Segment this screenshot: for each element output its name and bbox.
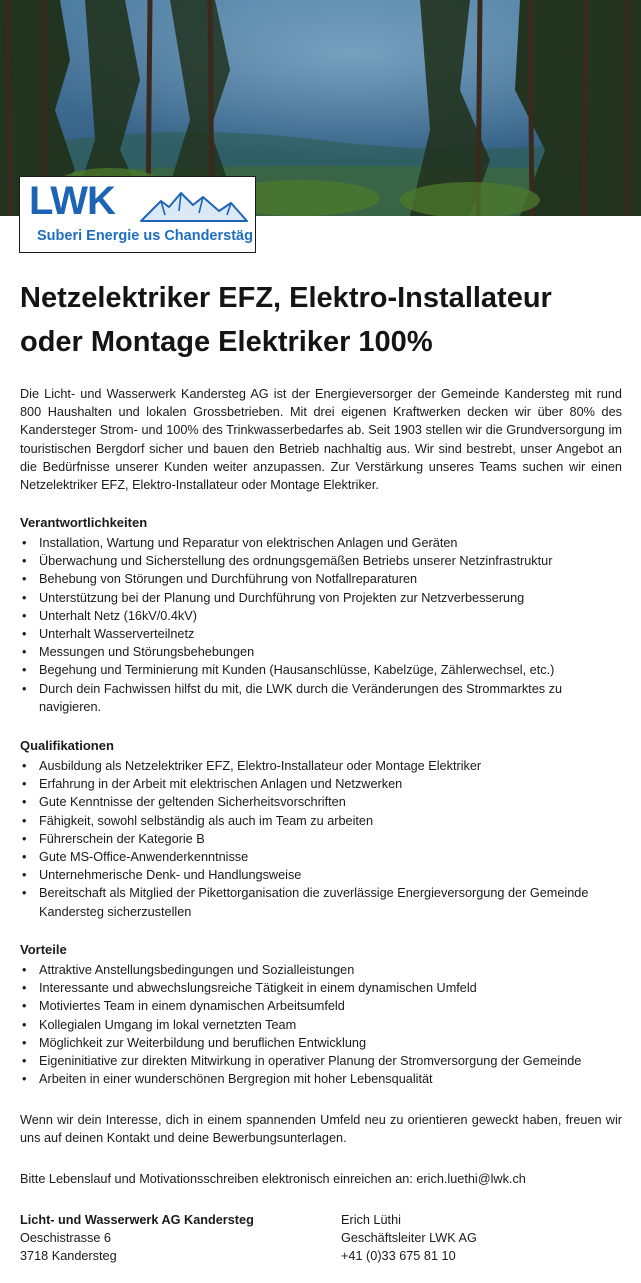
intro-paragraph: Die Licht- und Wasserwerk Kandersteg AG ist der Energieversorger der Gemeinde Kandersteg mit rund 800 Haushalten und lokalen Grossbetrieben. Mit drei eigenen Kraftwerken decken wir über 80% des Kandersteger Strom- und 100% des Trinkwasserbedarfes ab. Seit 1903 stellen wir die Grundversorgung im touristischen Bergdorf sicher und bauen den Betrieb nachhaltig aus. Wir sind bestrebt, unser Angebot an die Bedürfnisse unserer Kunden weiter anzupassen. Zur Verstärkung unseres Teams suchen wir einen Netzelektriker EFZ, Elektro-Installateur oder Montage Elektriker.	[20, 387, 622, 493]
list-item: • Attraktive Anstellungsbedingungen und Sozialleistungen	[20, 961, 620, 979]
list-item: • Messungen und Störungsbehebungen	[20, 643, 620, 661]
apply-text: Bitte Lebenslauf und Motivationsschreiben elektronisch einreichen an:	[20, 1172, 417, 1186]
lwk-logo	[19, 176, 256, 253]
list-item: • Unternehmerische Denk- und Handlungsweise	[20, 866, 620, 884]
list-item: • Installation, Wartung und Reparatur von elektrischen Anlagen und Geräten	[20, 534, 620, 552]
list-item: • Bereitschaft als Mitglied der Pikettorganisation die zuverlässige Energieversorgung der Gemeinde Kandersteg sicherzustellen	[20, 884, 620, 920]
apply-line	[20, 1170, 622, 1188]
list-item: • Kollegialen Umgang im lokal vernetzten Team	[20, 1016, 620, 1034]
list-item: • Unterhalt Netz (16kV/0.4kV)	[20, 607, 620, 625]
responsibilities-list	[20, 534, 620, 716]
list-item: • Gute MS-Office-Anwenderkenntnisse	[20, 848, 620, 866]
list-item: • Eigeninitiative zur direkten Mitwirkung in operativer Planung der Stromversorgung der Gemeinde	[20, 1052, 620, 1070]
qualifications-heading: Qualifikationen	[20, 738, 114, 753]
company-city: 3718 Kandersteg	[20, 1249, 117, 1264]
job-title-line2: oder Montage Elektriker 100%	[20, 326, 433, 358]
list-item: • Erfahrung in der Arbeit mit elektrischen Anlagen und Netzwerken	[20, 775, 620, 793]
logo-brand: LWK	[29, 179, 115, 223]
list-item: • Begehung und Terminierung mit Kunden (Hausanschlüsse, Kabelzüge, Zählerwechsel, etc.)	[20, 661, 620, 679]
list-item: • Gute Kenntnisse der geltenden Sicherheitsvorschriften	[20, 793, 620, 811]
contact-person	[341, 1211, 477, 1266]
list-item: • Überwachung und Sicherstellung des ordnungsgemäßen Betriebs unserer Netzinfrastruktur	[20, 552, 620, 570]
list-item: • Unterhalt Wasserverteilnetz	[20, 625, 620, 643]
mountain-icon	[139, 187, 249, 225]
list-item: • Unterstützung bei der Planung und Durchführung von Projekten zur Netzverbesserung	[20, 589, 620, 607]
job-title-line1: Netzelektriker EFZ, Elektro-Installateur	[20, 282, 552, 314]
contact-name: Erich Lüthi	[341, 1213, 401, 1227]
responsibilities-heading: Verantwortlichkeiten	[20, 515, 148, 530]
benefits-heading: Vorteile	[20, 942, 67, 957]
contact-role: Geschäftsleiter LWK AG	[341, 1231, 477, 1246]
closing-paragraph: Wenn wir dein Interesse, dich in einem spannenden Umfeld neu zu orientieren geweckt haben, freuen wir uns auf deinen Kontakt und deine Bewerbungsunterlagen.	[20, 1113, 622, 1146]
list-item: • Fähigkeit, sowohl selbständig als auch im Team zu arbeiten	[20, 812, 620, 830]
logo-tagline: Suberi Energie us Chanderstäg	[37, 228, 253, 244]
job-title	[20, 276, 620, 364]
list-item: • Motiviertes Team in einem dynamischen Arbeitsumfeld	[20, 997, 620, 1015]
list-item: • Möglichkeit zur Weiterbildung und beruflichen Entwicklung	[20, 1034, 620, 1052]
contact-phone[interactable]: +41 (0)33 675 81 10	[341, 1249, 456, 1264]
apply-email-link[interactable]: erich.luethi@lwk.ch	[416, 1172, 526, 1186]
list-item: • Durch dein Fachwissen hilfst du mit, die LWK durch die Veränderungen des Strommarktes zu navigieren.	[20, 680, 620, 716]
company-street: Oeschistrasse 6	[20, 1231, 111, 1246]
company-name: Licht- und Wasserwerk AG Kandersteg	[20, 1213, 254, 1227]
list-item: • Behebung von Störungen und Durchführung von Notfallreparaturen	[20, 570, 620, 588]
company-address	[20, 1211, 254, 1266]
list-item: • Interessante und abwechslungsreiche Tätigkeit in einem dynamischen Umfeld	[20, 979, 620, 997]
qualifications-list	[20, 757, 620, 921]
list-item: • Ausbildung als Netzelektriker EFZ, Elektro-Installateur oder Montage Elektriker	[20, 757, 620, 775]
benefits-list	[20, 961, 620, 1088]
list-item: • Arbeiten in einer wunderschönen Bergregion mit hoher Lebensqualität	[20, 1070, 620, 1088]
list-item: • Führerschein der Kategorie B	[20, 830, 620, 848]
